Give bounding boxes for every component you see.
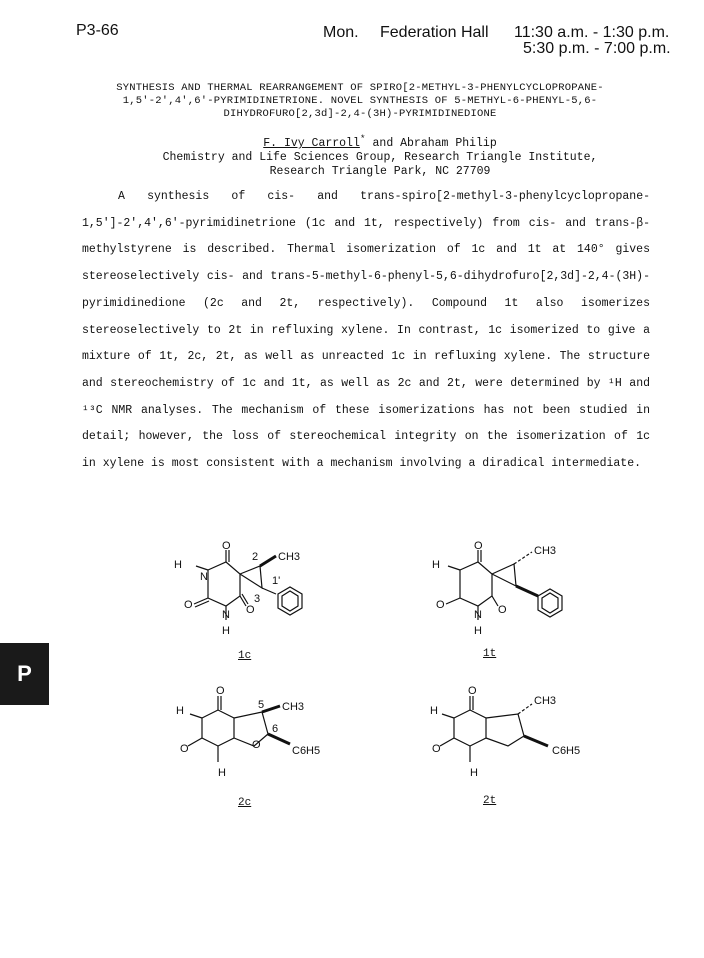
structure-label-2t: 2t [483,795,497,807]
atom-o: O [180,743,189,755]
atom-h: H [474,625,482,637]
atom-h: H [174,559,182,571]
structure-label-1c: 1c [238,650,252,662]
atom-ch3: CH3 [534,545,557,557]
atom-h: H [218,767,226,779]
atom-h: H [430,705,438,717]
atom-ch3: CH3 [282,701,305,713]
atom-o: O [432,743,441,755]
structure-1c [168,540,328,640]
session-time-1: 11:30 a.m. - 1:30 p.m. [514,24,670,41]
atom-o: O [436,599,445,611]
session-venue: Federation Hall [380,24,489,41]
structure-1t [420,540,590,640]
atom-o: O [468,685,477,697]
affiliation-line-2: Research Triangle Park, NC 27709 [269,164,491,178]
structure-label-2c: 2c [238,797,252,809]
atom-h: H [222,625,230,637]
atom-n: N [222,609,230,621]
session-time-2: 5:30 p.m. - 7:00 p.m. [523,40,671,57]
atom-n: N [474,609,482,621]
affiliation-line-1: Chemistry and Life Sciences Group, Research Triangle Institute, [162,150,598,164]
atom-o: O [246,604,255,616]
atom-o: O [216,685,225,697]
paper-title: SYNTHESIS AND THERMAL REARRANGEMENT OF SPIRO[2-METHYL-3-PHENYLCYCLOPROPANE-1,5'-2',4',6'-PYRIMIDINETRIONE. NOVEL SYNTHESIS OF 5-METHYL-6-PHENYL-5,6-DIHYDROFURO[2,3d]-2,4-(3H)-PYRIMIDINEDIONE [116,82,604,120]
atom-o: O [252,739,261,751]
abstract-text: A synthesis of cis- and trans-spiro[2-methyl-3-phenylcyclopropane-1,5']-2',4',6'-pyrimidinetrione (1c and 1t, respectively) from cis- and trans-β-methylstyrene is described. Thermal isomerization of 1c and 1t at 140° gives stereoselectively cis- and trans-5-methyl-6-phenyl-5,6-dihydrofuro[2,3d]-2,4-(3H)-pyrimidinedione (2c and 2t, respectively). Compound 1t also isomerizes stereoselectively to 2t in refluxing xylene. In contrast, 1c isomerized to give a mixture of 1t, 2c, 2t, as well as unreacted 1c in refluxing xylene. The structure and stereochemistry of 1c and 1t, as well as 2c and 2t, were determined by ¹H and ¹³C NMR analyses. The mechanism of these isomerizations has not been studied in detail; however, the loss of stereochemical integrity on the isomerization of 1c in xylene is most consistent with a mechanism involving a diradical intermediate. [82,190,650,471]
locant: 3 [254,593,261,605]
session-day: Mon. [323,24,359,41]
atom-c6h5: C6H5 [292,745,321,757]
atom-h: H [432,559,440,571]
structure-label-1t: 1t [483,648,497,660]
atom-o: O [184,599,193,611]
atom-ch3: CH3 [278,551,301,563]
author-name-1: F. Ivy Carroll [263,136,360,150]
poster-code: P3-66 [76,22,119,39]
corresponding-asterisk: * [359,133,366,144]
author-block [120,132,640,179]
locant: 5 [258,699,265,711]
locant: 6 [272,723,279,735]
structure-2c [168,680,348,780]
atom-o: O [498,604,507,616]
atom-h: H [176,705,184,717]
author-name-2: and Abraham Philip [372,136,497,150]
atom-n: N [200,571,208,583]
locant: 2 [252,551,259,563]
atom-o: O [222,540,231,552]
atom-o: O [474,540,483,552]
structure-2t [420,680,600,780]
atom-ch3: CH3 [534,695,557,707]
abstract [82,184,650,478]
section-tab: P [0,643,49,705]
locant: 1' [272,575,281,587]
atom-c6h5: C6H5 [552,745,581,757]
atom-h: H [470,767,478,779]
